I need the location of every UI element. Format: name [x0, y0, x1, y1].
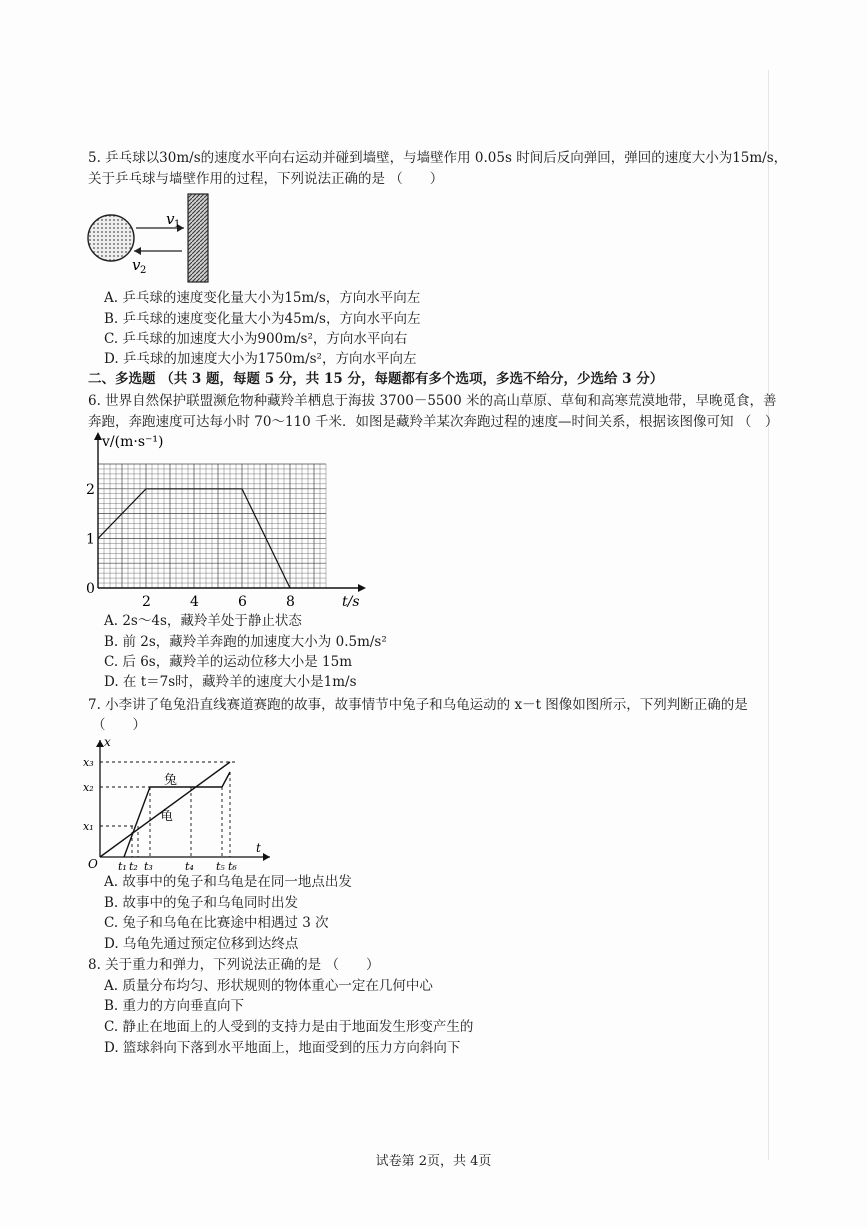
x-tick-label: 4 [190, 594, 199, 610]
y-tick-label: 1 [86, 531, 95, 548]
y-tick-label: 2 [86, 481, 95, 498]
t-tick-t5: t₅ [216, 860, 225, 872]
x-tick-label: 2 [142, 594, 151, 610]
q7-option-a: A. 故事中的兔子和乌龟是在同一地点出发 [104, 874, 352, 890]
y-axis-arrow [94, 432, 102, 440]
y-tick-x1: x₁ [83, 820, 94, 833]
q8-option-a: A. 质量分布均匀、形状规则的物体重心一定在几何中心 [104, 978, 433, 994]
rabbit-label: 兔 [164, 773, 178, 788]
q8-option-c: C. 静止在地面上的人受到的支持力是由于地面发生形变产生的 [104, 1019, 474, 1035]
q6-stem-line1: 6. 世界自然保护联盟濒危物种藏羚羊栖息于海拔 3700－5500 米的高山草原、草甸和高寒荒漠地带，早晚觅食，善 [88, 393, 777, 409]
q7-option-d: D. 乌龟先通过预定位移到达终点 [104, 936, 299, 952]
q5-option-a: A. 乒乓球的速度变化量大小为15m/s，方向水平向左 [104, 290, 421, 306]
q5-stem-line1: 5. 乒乓球以30m/s的速度水平向右运动并碰到墙壁，与墙壁作用 0.05s 时间后反向弹回，弹回的速度大小为15m/s， [88, 150, 788, 166]
t-tick-t2: t₂ [129, 860, 138, 872]
y-tick-x2: x₂ [83, 781, 94, 794]
t-tick-t4: t₄ [185, 860, 194, 872]
origin-label: O [88, 857, 98, 871]
y-tick-x3: x₃ [83, 756, 94, 769]
v2-subscript: 2 [140, 265, 147, 276]
q6-option-c: C. 后 6s，藏羚羊的运动位移大小是 15m [104, 654, 353, 670]
section-2-heading: 二、多选题 （共 3 题，每题 5 分，共 15 分，每题都有多个选项，多选不给分，少选给 3 分） [88, 371, 664, 387]
x-tick-label: 8 [286, 594, 295, 610]
q5-option-d: D. 乒乓球的加速度大小为1750m/s²，方向水平向左 [104, 351, 417, 367]
x-axis-arrow [358, 584, 366, 592]
q7-stem-line2: （ ） [92, 717, 146, 733]
q5-option-b: B. 乒乓球的速度变化量大小为45m/s，方向水平向左 [104, 311, 421, 327]
q6-velocity-time-chart [80, 430, 370, 610]
t-tick-t1: t₁ [118, 860, 127, 872]
origin-label: 0 [86, 581, 95, 597]
y-axis-label: v/(m·s⁻¹) [102, 434, 164, 450]
q8-option-d: D. 篮球斜向下落到水平地面上，地面受到的压力方向斜向下 [104, 1040, 461, 1056]
q6-option-a: A. 2s～4s，藏羚羊处于静止状态 [104, 613, 302, 629]
q5-ball-wall-figure [84, 190, 224, 286]
q6-option-d: D. 在 t＝7s时，藏羚羊的速度大小是1m/s [104, 674, 357, 690]
x-axis-label: x [104, 735, 111, 749]
t-axis-label: t [256, 841, 261, 855]
q7-option-c: C. 兔子和乌龟在比赛途中相遇过 3 次 [104, 915, 329, 931]
x-tick-label: 6 [238, 594, 247, 610]
q6-option-b: B. 前 2s，藏羚羊奔跑的加速度大小为 0.5m/s² [104, 634, 387, 650]
q5-option-c: C. 乒乓球的加速度大小为900m/s²，方向水平向右 [104, 331, 408, 347]
q8-stem: 8. 关于重力和弹力，下列说法正确的是 （ ） [88, 957, 380, 973]
q7-stem-line1: 7. 小李讲了龟兔沿直线赛道赛跑的故事，故事情节中兔子和乌龟运动的 x－t 图像如图所示，下列判断正确的是 [88, 697, 748, 713]
x-axis-label: t/s [342, 594, 360, 610]
q5-stem-line2: 关于乒乓球与墙壁作用的过程，下列说法正确的是 （ ） [88, 171, 444, 187]
q7-option-b: B. 故事中的兔子和乌龟同时出发 [104, 895, 299, 911]
tortoise-label: 龟 [160, 809, 174, 824]
page-footer: 试卷第 2页，共 4页 [375, 1154, 492, 1169]
q8-option-b: B. 重力的方向垂直向下 [104, 998, 245, 1014]
v1-subscript: 1 [174, 219, 181, 230]
wall [188, 194, 208, 282]
page-edge-line [768, 70, 769, 1160]
q7-position-time-chart [80, 732, 280, 872]
t-tick-t3: t₃ [144, 860, 153, 872]
v2-label: v [132, 256, 141, 274]
ball [88, 215, 134, 261]
v1-label: v [166, 210, 175, 228]
t-tick-t6: t₆ [228, 860, 237, 872]
q6-stem-line2: 奔跑，奔跑速度可达每小时 70～110 千米．如图是藏羚羊某次奔跑过程的速度—时间关系，根据该图像可知 （ ） [88, 414, 779, 430]
